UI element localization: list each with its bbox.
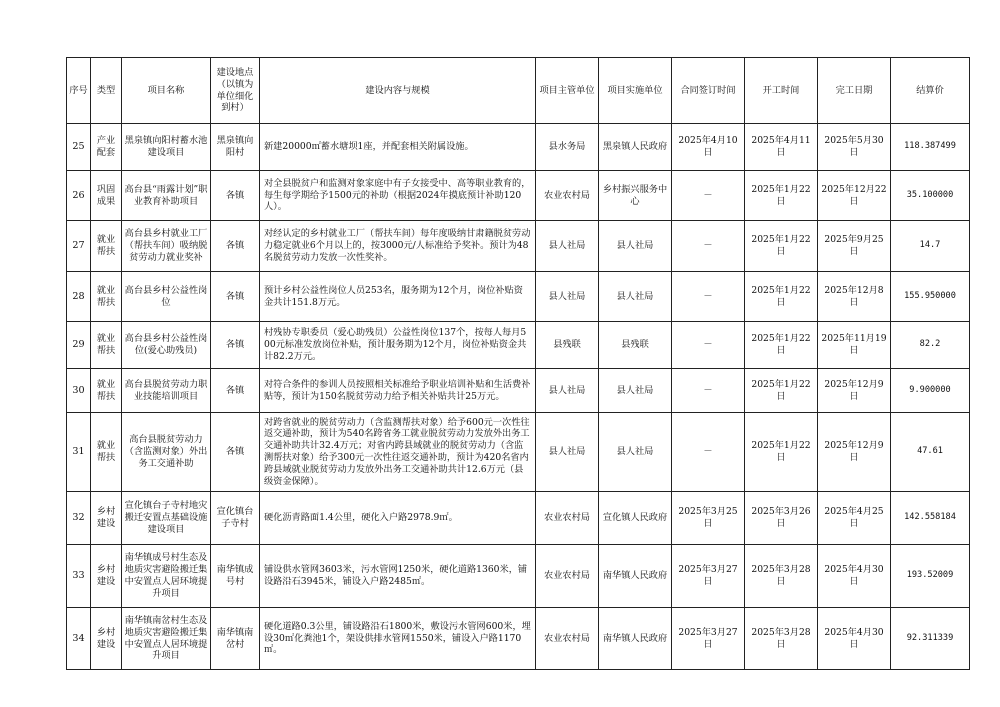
- cell-price: 193.52009: [891, 545, 970, 608]
- cell-type: 就业帮扶: [91, 413, 122, 492]
- cell-dept: 农业农村局: [536, 608, 599, 670]
- cell-type: 产业配套: [91, 124, 122, 171]
- cell-seq: 28: [67, 272, 91, 322]
- header-dept: 项目主管单位: [536, 58, 599, 124]
- cell-start-date: 2025年1月22日: [745, 369, 818, 413]
- table-row: [67, 492, 970, 545]
- header-content: 建设内容与规模: [260, 58, 536, 124]
- table-row: [67, 413, 970, 492]
- cell-end-date: 2025年12月9日: [818, 369, 891, 413]
- cell-content: 硬化道路0.3公里，铺设路沿石1800米，敷设污水管网600米，埋设30㎡化粪池1个，架设供排水管网1550米，铺设入户路1170㎡。: [260, 608, 536, 670]
- cell-seq: 30: [67, 369, 91, 413]
- cell-dept: 农业农村局: [536, 171, 599, 221]
- cell-end-date: 2025年4月30日: [818, 608, 891, 670]
- cell-location: 各镇: [211, 221, 260, 272]
- cell-name: 高台县“雨露计划”职业教育补助项目: [122, 171, 211, 221]
- cell-impl: 宣化镇人民政府: [599, 492, 672, 545]
- cell-content: 对跨省就业的脱贫劳动力（含监测帮扶对象）给予600元一次性往返交通补助，预计为540名跨省务工就业脱贫劳动力发放外出务工交通补助共计32.4万元；对省内跨县域就业的脱贫劳动力（含监测帮扶对象）给予300元一次性往返交通补助，预计为420名省内跨县域就业脱贫劳动力发放外出务工交通补助共计12.6万元（县级资金保障）。: [260, 413, 536, 492]
- cell-dept: 县人社局: [536, 413, 599, 492]
- cell-content: 预计乡村公益性岗位人员253名，服务期为12个月，岗位补贴资金共计151.8万元。: [260, 272, 536, 322]
- cell-impl: 南华镇人民政府: [599, 545, 672, 608]
- table-row: [67, 545, 970, 608]
- cell-price: 47.61: [891, 413, 970, 492]
- cell-price: 9.900000: [891, 369, 970, 413]
- cell-type: 就业帮扶: [91, 272, 122, 322]
- cell-content: 硬化沥青路面1.4公里，硬化入户路2978.9㎡。: [260, 492, 536, 545]
- cell-end-date: 2025年11月19日: [818, 322, 891, 369]
- cell-impl: 县人社局: [599, 272, 672, 322]
- cell-price: 92.311339: [891, 608, 970, 670]
- cell-sign-date: －: [672, 322, 745, 369]
- cell-start-date: 2025年1月22日: [745, 322, 818, 369]
- cell-dept: 农业农村局: [536, 545, 599, 608]
- table-row: [67, 322, 970, 369]
- cell-sign-date: 2025年4月10日: [672, 124, 745, 171]
- cell-start-date: 2025年1月22日: [745, 171, 818, 221]
- cell-type: 乡村建设: [91, 608, 122, 670]
- cell-name: 宣化镇台子寺村地灾搬迁安置点基础设施建设项目: [122, 492, 211, 545]
- cell-end-date: 2025年4月30日: [818, 545, 891, 608]
- cell-end-date: 2025年12月22日: [818, 171, 891, 221]
- cell-sign-date: －: [672, 272, 745, 322]
- table-row: [67, 608, 970, 670]
- cell-start-date: 2025年1月22日: [745, 272, 818, 322]
- cell-price: 35.100000: [891, 171, 970, 221]
- cell-location: 各镇: [211, 322, 260, 369]
- header-location: 建设地点（以镇为单位细化到村）: [211, 58, 260, 124]
- cell-name: 高台县乡村公益性岗位: [122, 272, 211, 322]
- header-name: 项目名称: [122, 58, 211, 124]
- cell-impl: 南华镇人民政府: [599, 608, 672, 670]
- cell-type: 乡村建设: [91, 545, 122, 608]
- cell-dept: 县人社局: [536, 221, 599, 272]
- cell-dept: 县人社局: [536, 369, 599, 413]
- cell-location: 各镇: [211, 171, 260, 221]
- cell-impl: 县人社局: [599, 369, 672, 413]
- cell-location: 南华镇成号村: [211, 545, 260, 608]
- cell-end-date: 2025年12月8日: [818, 272, 891, 322]
- cell-type: 乡村建设: [91, 492, 122, 545]
- cell-dept: 县残联: [536, 322, 599, 369]
- header-start-date: 开工时间: [745, 58, 818, 124]
- cell-seq: 29: [67, 322, 91, 369]
- cell-start-date: 2025年4月11日: [745, 124, 818, 171]
- cell-sign-date: －: [672, 221, 745, 272]
- cell-impl: 县残联: [599, 322, 672, 369]
- cell-seq: 27: [67, 221, 91, 272]
- cell-dept: 农业农村局: [536, 492, 599, 545]
- table-row: [67, 272, 970, 322]
- header-type: 类型: [91, 58, 122, 124]
- project-table: [66, 57, 970, 670]
- cell-sign-date: －: [672, 369, 745, 413]
- cell-name: 高台县乡村公益性岗位(爱心助残员): [122, 322, 211, 369]
- cell-start-date: 2025年3月28日: [745, 545, 818, 608]
- cell-end-date: 2025年12月9日: [818, 413, 891, 492]
- cell-name: 高台县脱贫劳动力职业技能培训项目: [122, 369, 211, 413]
- header-impl: 项目实施单位: [599, 58, 672, 124]
- header-sign-date: 合同签订时间: [672, 58, 745, 124]
- cell-sign-date: 2025年3月27日: [672, 608, 745, 670]
- cell-end-date: 2025年5月30日: [818, 124, 891, 171]
- cell-content: 对经认定的乡村就业工厂（帮扶车间）每年度吸纳甘肃籍脱贫劳动力稳定就业6个月以上的，按3000元/人标准给予奖补。预计为48名脱贫劳动力发放一次性奖补。: [260, 221, 536, 272]
- cell-start-date: 2025年3月26日: [745, 492, 818, 545]
- cell-sign-date: －: [672, 171, 745, 221]
- cell-dept: 县人社局: [536, 272, 599, 322]
- cell-content: 新建20000㎡蓄水塘坝1座，并配套相关附属设施。: [260, 124, 536, 171]
- cell-impl: 县人社局: [599, 413, 672, 492]
- cell-seq: 26: [67, 171, 91, 221]
- cell-type: 就业帮扶: [91, 369, 122, 413]
- cell-location: 各镇: [211, 369, 260, 413]
- table-row: [67, 124, 970, 171]
- cell-start-date: 2025年1月22日: [745, 221, 818, 272]
- cell-impl: 黑泉镇人民政府: [599, 124, 672, 171]
- cell-location: 宣化镇台子寺村: [211, 492, 260, 545]
- cell-seq: 31: [67, 413, 91, 492]
- cell-start-date: 2025年3月28日: [745, 608, 818, 670]
- header-price: 结算价: [891, 58, 970, 124]
- cell-seq: 25: [67, 124, 91, 171]
- cell-end-date: 2025年4月25日: [818, 492, 891, 545]
- cell-content: 村残协专职委员（爱心助残员）公益性岗位137个，按每人每月500元标准发放岗位补贴，预计服务期为12个月，岗位补贴资金共计82.2万元。: [260, 322, 536, 369]
- cell-sign-date: －: [672, 413, 745, 492]
- cell-price: 142.558184: [891, 492, 970, 545]
- cell-end-date: 2025年9月25日: [818, 221, 891, 272]
- cell-sign-date: 2025年3月25日: [672, 492, 745, 545]
- cell-type: 就业帮扶: [91, 221, 122, 272]
- cell-price: 82.2: [891, 322, 970, 369]
- cell-content: 对全县脱贫户和监测对象家庭中有子女接受中、高等职业教育的，每生每学期给予1500元的补助（根据2024年摸底预计补助120人）。: [260, 171, 536, 221]
- cell-name: 高台县脱贫劳动力（含监测对象）外出务工交通补助: [122, 413, 211, 492]
- table-header-row: [67, 58, 970, 124]
- cell-price: 118.387499: [891, 124, 970, 171]
- header-end-date: 完工日期: [818, 58, 891, 124]
- cell-content: 铺设供水管网3603米，污水管网1250米，硬化道路1360米，铺设路沿石3945米，铺设入户路2485㎡。: [260, 545, 536, 608]
- cell-name: 黑泉镇向阳村蓄水池建设项目: [122, 124, 211, 171]
- cell-location: 各镇: [211, 413, 260, 492]
- cell-name: 南华镇成号村生态及地质灾害避险搬迁集中安置点人居环境提升项目: [122, 545, 211, 608]
- cell-start-date: 2025年1月22日: [745, 413, 818, 492]
- cell-location: 南华镇南岔村: [211, 608, 260, 670]
- cell-impl: 县人社局: [599, 221, 672, 272]
- cell-seq: 32: [67, 492, 91, 545]
- table-row: [67, 369, 970, 413]
- cell-seq: 33: [67, 545, 91, 608]
- header-seq: 序号: [67, 58, 91, 124]
- cell-type: 巩固成果: [91, 171, 122, 221]
- table-row: [67, 171, 970, 221]
- cell-impl: 乡村振兴服务中心: [599, 171, 672, 221]
- cell-seq: 34: [67, 608, 91, 670]
- cell-name: 南华镇南岔村生态及地质灾害避险搬迁集中安置点人居环境提升项目: [122, 608, 211, 670]
- table-row: [67, 221, 970, 272]
- cell-content: 对符合条件的参训人员按照相关标准给予职业培训补贴和生活费补贴等，预计为150名脱贫劳动力给予相关补贴共计25万元。: [260, 369, 536, 413]
- cell-price: 14.7: [891, 221, 970, 272]
- cell-price: 155.950000: [891, 272, 970, 322]
- cell-name: 高台县乡村就业工厂（帮扶车间）吸纳脱贫劳动力就业奖补: [122, 221, 211, 272]
- cell-location: 各镇: [211, 272, 260, 322]
- cell-location: 黑泉镇向阳村: [211, 124, 260, 171]
- cell-sign-date: 2025年3月27日: [672, 545, 745, 608]
- cell-type: 就业帮扶: [91, 322, 122, 369]
- cell-dept: 县水务局: [536, 124, 599, 171]
